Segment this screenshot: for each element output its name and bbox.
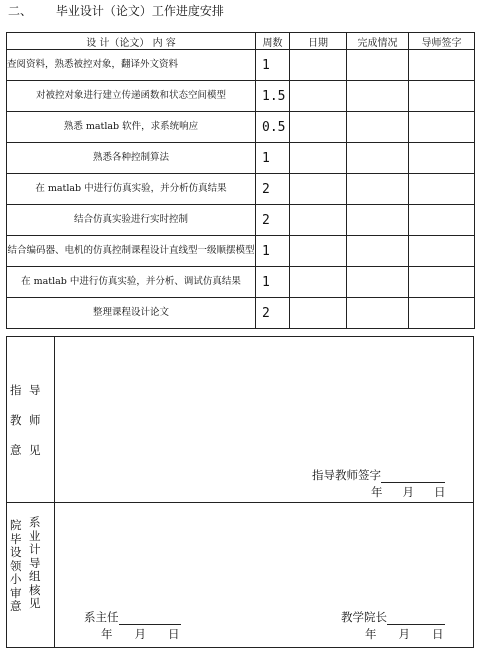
row-date[interactable] xyxy=(290,236,347,267)
row-signature[interactable] xyxy=(409,236,475,267)
dean-date: 年 月 日 xyxy=(365,627,444,641)
row-weeks: 1 xyxy=(256,143,290,174)
row-signature[interactable] xyxy=(409,174,475,205)
row-weeks: 2 xyxy=(256,298,290,329)
row-signature[interactable] xyxy=(409,143,475,174)
row-signature[interactable] xyxy=(409,298,475,329)
row-date[interactable] xyxy=(290,143,347,174)
table-row xyxy=(7,236,475,267)
header-completion: 完成情况 xyxy=(347,33,409,50)
row-weeks: 1.5 xyxy=(256,81,290,112)
row-date[interactable] xyxy=(290,267,347,298)
dept-head-date: 年 月 日 xyxy=(101,627,180,641)
row-completion[interactable] xyxy=(347,81,409,112)
row-date[interactable] xyxy=(290,174,347,205)
row-completion[interactable] xyxy=(347,267,409,298)
row-weeks: 0.5 xyxy=(256,112,290,143)
side-label-col2: 系 业 计 导 组 核 见 xyxy=(29,515,42,610)
side-label-col2: 导 师 见 xyxy=(29,383,42,457)
row-date[interactable] xyxy=(290,298,347,329)
schedule-table xyxy=(6,32,475,329)
row-signature[interactable] xyxy=(409,50,475,81)
row-date[interactable] xyxy=(290,205,347,236)
advisor-opinion-side-label xyxy=(7,337,55,502)
dean-signature-line: 教学院长 xyxy=(341,609,445,625)
advisor-signature-line: 指导教师签字 xyxy=(312,467,445,483)
header-weeks: 周数 xyxy=(256,33,290,50)
row-completion[interactable] xyxy=(347,50,409,81)
section-number: 二、 xyxy=(8,4,33,18)
table-row xyxy=(7,174,475,205)
department-review-box xyxy=(6,502,474,648)
table-row xyxy=(7,298,475,329)
advisor-date: 年 月 日 xyxy=(371,485,446,499)
dept-head-signature-field[interactable] xyxy=(119,612,181,625)
row-completion[interactable] xyxy=(347,298,409,329)
row-signature[interactable] xyxy=(409,205,475,236)
row-completion[interactable] xyxy=(347,236,409,267)
section-heading xyxy=(8,2,224,19)
table-row xyxy=(7,143,475,174)
table-header-row xyxy=(7,33,475,50)
row-date[interactable] xyxy=(290,50,347,81)
dept-head-signature-line: 系主任 xyxy=(84,609,181,625)
row-date[interactable] xyxy=(290,81,347,112)
side-label-col1: 院 毕 设 领 小 审 意 xyxy=(10,518,23,613)
table-row xyxy=(7,81,475,112)
side-label-col1: 指 教 意 xyxy=(10,383,23,457)
table-row xyxy=(7,267,475,298)
department-review-side-label xyxy=(7,503,55,647)
row-completion[interactable] xyxy=(347,174,409,205)
row-content: 在 matlab 中进行仿真实验，并分析、调试仿真结果 xyxy=(7,267,256,298)
header-date: 日期 xyxy=(290,33,347,50)
row-weeks: 1 xyxy=(256,236,290,267)
row-weeks: 2 xyxy=(256,174,290,205)
row-weeks: 1 xyxy=(256,50,290,81)
header-advisor-signature: 导师签字 xyxy=(409,33,475,50)
row-weeks: 2 xyxy=(256,205,290,236)
row-content: 整理课程设计论文 xyxy=(7,298,256,329)
table-row xyxy=(7,205,475,236)
row-completion[interactable] xyxy=(347,112,409,143)
dean-signature-field[interactable] xyxy=(387,612,445,625)
table-row xyxy=(7,112,475,143)
row-content: 查阅资料，熟悉被控对象，翻译外文资料 xyxy=(7,50,256,81)
row-completion[interactable] xyxy=(347,143,409,174)
row-weeks: 1 xyxy=(256,267,290,298)
row-signature[interactable] xyxy=(409,81,475,112)
row-content: 对被控对象进行建立传递函数和状态空间模型 xyxy=(7,81,256,112)
row-content: 在 matlab 中进行仿真实验，并分析仿真结果 xyxy=(7,174,256,205)
row-content: 结合仿真实验进行实时控制 xyxy=(7,205,256,236)
section-title: 毕业设计（论文）工作进度安排 xyxy=(55,4,224,18)
header-content: 设 计（论文） 内 容 xyxy=(7,33,256,50)
row-completion[interactable] xyxy=(347,205,409,236)
table-row xyxy=(7,50,475,81)
row-signature[interactable] xyxy=(409,267,475,298)
row-date[interactable] xyxy=(290,112,347,143)
row-content: 熟悉各种控制算法 xyxy=(7,143,256,174)
row-content: 结合编码器、电机的仿真控制课程设计直线型一级顺摆模型 xyxy=(7,236,256,267)
advisor-opinion-box xyxy=(6,336,474,503)
advisor-signature-field[interactable] xyxy=(381,470,445,483)
row-signature[interactable] xyxy=(409,112,475,143)
row-content: 熟悉 matlab 软件，求系统响应 xyxy=(7,112,256,143)
